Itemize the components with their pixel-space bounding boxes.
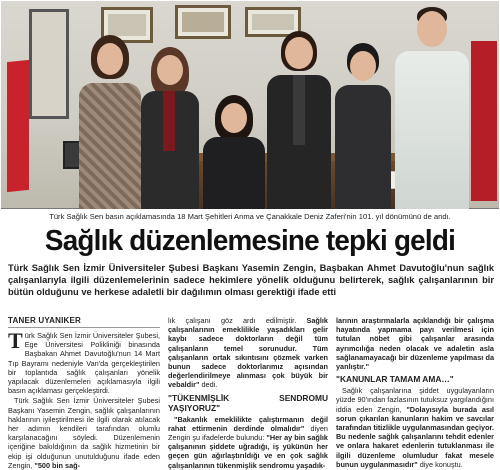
paragraph: Sağlık çalışanlarına şiddet uygulayanların yüzde 90'ından fazlasının tutuksuz yargılandığını iddia eden Zengin, "Dolayısıyla burada asıl sorun çıkarılan kanunların hakim ve savcılar tarafından titizlikle uygulanmasından geçiyor. Bu nedenle sağlık çalışanlarını tehdit edenler ve onlara hakaret edenlerin tutuklanması ile ilgili düzenleme olumludur fakat mesele bunun uygulanmasıdır" diye konuştu.: [336, 386, 494, 469]
wall-portrait-frame: [175, 5, 231, 39]
person: [137, 45, 203, 209]
subheading: "TÜKENMİŞLİK SENDROMU YAŞIYORUZ": [168, 392, 328, 413]
person: [263, 27, 335, 209]
flag: [471, 41, 497, 201]
article-column-2: [168, 316, 328, 470]
paragraph: Türk Sağlık Sen İzmir Üniversiteler Şubesi, Ege Üniversitesi Polikliniği binasında Başbakan Ahmet Davutoğlu'nun 14 Mart Tıp Bayramı nedeniyle Van'da gerçekleştirilen bir toplantıda sağlık çalışanları yönelik yapılacak düzenlemeleri açıklamasıyla ilgili basın açıklaması gerçekleştirdi.: [8, 328, 160, 396]
person: [75, 31, 145, 209]
flag: [7, 60, 29, 192]
wall-frame-left: [29, 9, 69, 119]
person: [199, 93, 269, 209]
paragraph: Türk Sağlık Sen İzmir Üniversiteler Şubesi Başkanı Yasemin Zengin, sağlık çalışanlarının haklarının iyileştirilmesi ile ilgili olarak atılacak her adımın kendileri tarafından olumlu karşılanacağını söyledi. Düzenlemenin içeriğine bakıldığının da sağlık hizmetinin bir ekip işi olduğunun unutulduğunu ifade eden Zengin, "500 bin sağ-: [8, 396, 160, 470]
paragraph: lık çalışanı göz ardı edilmiştir. Sağlık çalışanlarının emeklilikle yaşadıkları gelir kaybı sadece doktorların değil tüm çalışanların temel sorunudur. Tüm çalışanların ortak sıkıntısını çözmek varken bunun sadece doktorlarımız açısından değerlendirilmeye alınması çok büyük bir vebaldir" dedi.: [168, 316, 328, 390]
person: [331, 41, 395, 209]
person: [393, 5, 471, 209]
subheading: "KANUNLAR TAMAM AMA…": [336, 374, 454, 385]
paragraph: "Bakanlık emeklilikte çalıştırmanın değil rahat ettirmenin derdinde olmalıdır" diyen Zengin şu ifadelerde bulundu: "Her ay bin sağlık çalışanının şiddete uğradığı, iş yükünün her geçen gün ağırlaştırıldığı ve en çok sağlık çalışanlarının tükenmişlik sendromu yaşadık-: [168, 414, 328, 470]
lead-paragraph: Türk Sağlık Sen İzmir Üniversiteler Şubesi Başkanı Yasemin Zengin, Başbakan Ahmet Davutoğlu'nun sağlık çalışanlarıyla ilgili düzenlemelerinin sadece hekimlere yönelik olduğunu belirterek, sağlık çalışanlarının bir bütün olduğunu ve herkese adaletli bir dağılımın olması gerektiği ifade etti: [8, 263, 494, 298]
byline: TANER UYANIKER: [8, 316, 160, 328]
article-column-1: [8, 316, 160, 470]
headline: Sağlık düzenlemesine tepki geldi: [44, 225, 456, 257]
drop-cap: T: [8, 328, 23, 353]
news-photo: [1, 1, 499, 209]
paragraph: larının araştırmalarla açıklandığı bir çalışma hayatında yapmama payı verilmesi için tutulan nöbet gibi çalışanlar arasında ayrımcılığa neden olacak ve adaletin asla sağlanamayacağı bir düzenleme yapılması da yanlıştır.": [336, 316, 494, 372]
article-column-3: [336, 316, 494, 469]
photo-caption: Türk Sağlık Sen basın açıklamasında 18 Mart Şehitleri Anma ve Çanakkale Deniz Zaferi'nin 101. yıl dönümünü de andı.: [49, 212, 451, 221]
